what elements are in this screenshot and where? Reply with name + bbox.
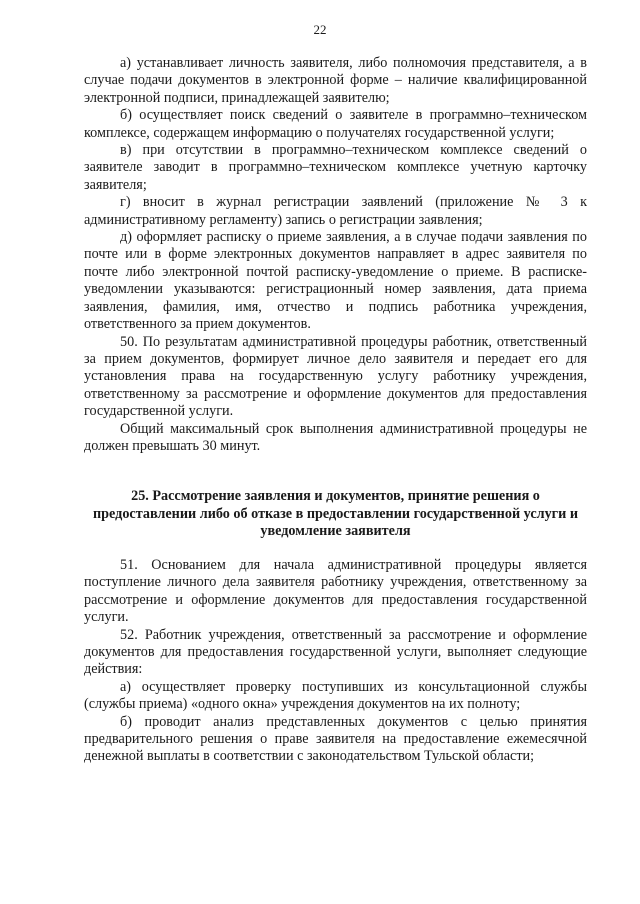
paragraph-b-search: б) осуществляет поиск сведений о заявителе в программно–техническом комплексе, содержащем информацию о получателях государственной услуги; bbox=[84, 107, 587, 141]
page-number: 22 bbox=[313, 22, 327, 37]
paragraph-b-analysis: б) проводит анализ представленных документов с целью принятия предварительного решения о праве заявителя на предоставление ежемесячной денежной выплаты в соответствии с законодательством Тульской области; bbox=[84, 713, 587, 765]
paragraph-50: 50. По результатам административной процедуры работник, ответственный за прием документов, формирует личное дело заявителя и передает его для установления права на государственную услугу работнику учреждения, ответственному за рассмотрение и оформление документов для предоставления государственной услуги. bbox=[84, 333, 587, 420]
body-text-upper bbox=[84, 55, 587, 455]
paragraph-g-journal: г) вносит в журнал регистрации заявлений (приложение № 3 к административному регламенту) запись о регистрации заявления; bbox=[84, 194, 587, 228]
body-text-lower bbox=[84, 557, 587, 766]
paragraph-time-limit: Общий максимальный срок выполнения административной процедуры не должен превышать 30 минут. bbox=[84, 420, 587, 454]
paragraph-d-receipt: д) оформляет расписку о приеме заявления, а в случае подачи заявления по почте или в форме электронных документов направляет в адрес заявителя по почте либо электронной почтой расписку-уведомление о приеме. В расписке-уведомлении указываются: регистрационный номер заявления, дата приема заявления, фамилия, имя, отчество и подпись работника учреждения, ответственного за прием документов. bbox=[84, 229, 587, 333]
paragraph-51: 51. Основанием для начала административной процедуры является поступление личного дела заявителя работнику учреждения, ответственному за рассмотрение и оформление документов для предоставления государственной услуги. bbox=[84, 557, 587, 626]
paragraph-52: 52. Работник учреждения, ответственный за рассмотрение и оформление документов для предоставления государственной услуги, выполняет следующие действия: bbox=[84, 626, 587, 678]
paragraph-a-check: а) осуществляет проверку поступивших из консультационной службы (службы приема) «одного окна» учреждения документов на их полноту; bbox=[84, 678, 587, 713]
paragraph-v-card: в) при отсутствии в программно–техническом комплексе сведений о заявителе заводит в программно–техническом комплексе учетную карточку заявителя; bbox=[84, 142, 587, 193]
section-heading: 25. Рассмотрение заявления и документов, принятие решения о предоставлении либо об отказе в предоставлении государственной услуги и уведомление заявителя bbox=[92, 488, 579, 540]
paragraph-a-identity: а) устанавливает личность заявителя, либо полномочия представителя, а в случае подачи документов в электронной форме – наличие квалифицированной электронной подписи, принадлежащей заявителю; bbox=[84, 55, 587, 106]
